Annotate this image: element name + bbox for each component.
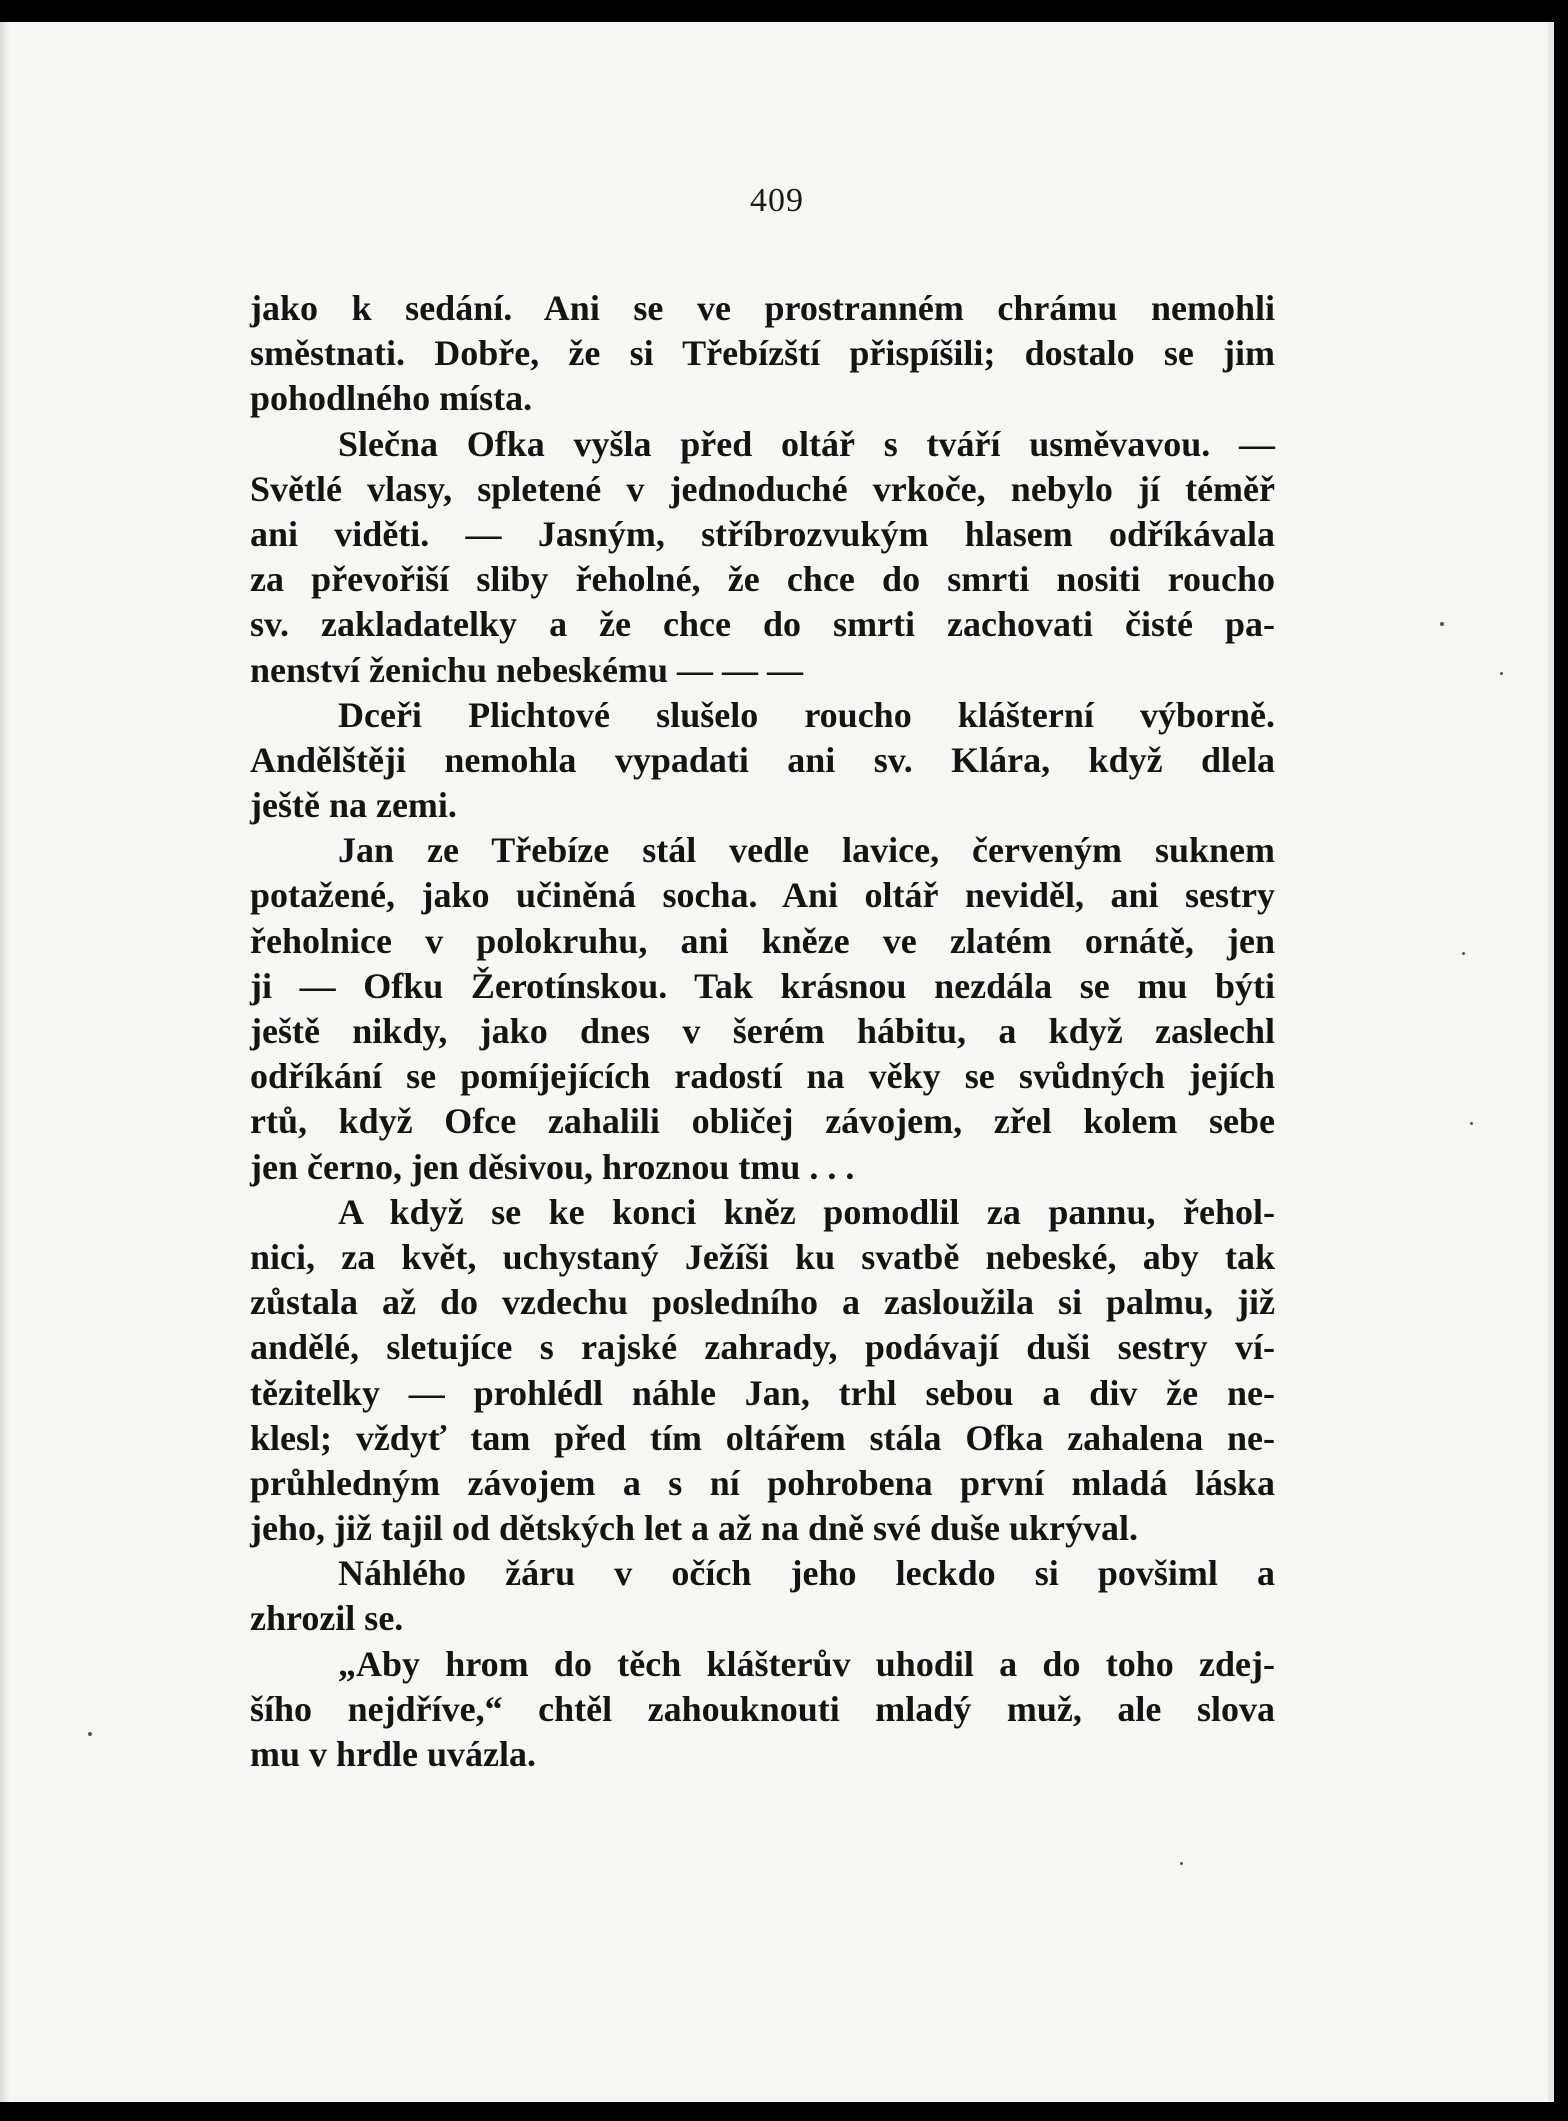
paragraph [250, 1190, 1275, 1552]
scan-speck [1180, 1862, 1183, 1865]
book-page [0, 22, 1554, 2102]
text-line: šího nejdříve,“ chtěl zahouknouti mladý muž, ale slova [250, 1688, 1275, 1729]
text-line: zůstala až do vzdechu posledního a zasloužila si palmu, již [250, 1282, 1275, 1323]
text-line: ani viděti. — Jasným, stříbrozvukým hlasem odříkávala [250, 513, 1275, 554]
paragraph [250, 1642, 1275, 1778]
text-line: Jan ze Třebíze stál vedle lavice, červeným suknem [338, 830, 1275, 871]
paragraph [250, 422, 1275, 693]
text-line: nici, za květ, uchystaný Ježíši ku svatbě nebeské, aby tak [250, 1236, 1275, 1277]
scan-edge-left [0, 22, 10, 2102]
scan-speck [1500, 672, 1503, 675]
text-line: potažené, jako učiněná socha. Ani oltář neviděl, ani sestry [250, 875, 1275, 916]
text-line: sv. zakladatelky a že chce do smrti zachovati čisté pa- [250, 604, 1275, 645]
text-line: směstnati. Dobře, že si Třebízští přispíšili; dostalo se jim [250, 333, 1275, 374]
text-line: jeho, již tajil od dětských let a až na dně své duše ukrýval. [250, 1508, 1139, 1549]
scan-speck [1470, 1122, 1473, 1125]
scan-speck [88, 1732, 92, 1736]
scan-speck [1440, 622, 1444, 626]
text-line: mu v hrdle uvázla. [250, 1734, 537, 1774]
page-number: 409 [750, 182, 804, 219]
text-line: ji — Ofku Žerotínskou. Tak krásnou nezdála se mu býti [250, 965, 1275, 1006]
text-line: A když se ke konci kněz pomodlil za pannu, řehol- [338, 1191, 1275, 1232]
text-line: odříkání se pomíjejících radostí na věky se svůdných jejích [250, 1056, 1275, 1097]
text-line: Andělštěji nemohla vypadati ani sv. Klára, když dlela [250, 739, 1275, 780]
text-line: pohodlného místa. [250, 378, 533, 419]
text-line: „Aby hrom do těch klášterův uhodil a do toho zdej- [338, 1643, 1275, 1684]
text-line: rtů, když Ofce zahalili obličej závojem, zřel kolem sebe [250, 1101, 1275, 1142]
text-line: Světlé vlasy, spletené v jednoduché vrkoče, nebylo jí téměř [250, 468, 1275, 509]
paragraph [250, 286, 1275, 422]
text-line: klesl; vždyť tam před tím oltářem stála Ofka zahalena ne- [250, 1417, 1275, 1458]
paragraph [250, 693, 1275, 829]
text-line: ještě na zemi. [250, 785, 457, 826]
text-line: jen černo, jen děsivou, hroznou tmu . . . [250, 1146, 855, 1187]
text-line: zhrozil se. [250, 1598, 404, 1639]
scan-edge-right [1548, 22, 1554, 2102]
text-line: Dceři Plichtové slušelo roucho klášterní výborně. [338, 694, 1275, 735]
text-line: za převořiší sliby řeholné, že chce do smrti nositi roucho [250, 559, 1275, 600]
paragraph [250, 1551, 1275, 1641]
text-line: řeholnice v polokruhu, ani kněze ve zlatém ornátě, jen [250, 920, 1275, 961]
text-line: Náhlého žáru v očích jeho leckdo si povšiml a [338, 1553, 1275, 1594]
scan-speck [1462, 952, 1465, 955]
body-text [250, 286, 1275, 1777]
text-line: andělé, sletujíce s rajské zahrady, podávají duši sestry ví- [250, 1327, 1275, 1368]
text-line: průhledným závojem a s ní pohrobena první mladá láska [250, 1462, 1275, 1503]
text-line: tězitelky — prohlédl náhle Jan, trhl sebou a div že ne- [250, 1372, 1275, 1413]
text-line: jako k sedání. Ani se ve prostranném chrámu nemohli [250, 288, 1275, 328]
paragraph [250, 828, 1275, 1190]
text-line: ještě nikdy, jako dnes v šerém hábitu, a když zaslechl [250, 1011, 1275, 1051]
text-line: nenství ženichu nebeskému — — — [250, 649, 804, 690]
text-line: Slečna Ofka vyšla před oltář s tváří usměvavou. — [338, 423, 1275, 464]
